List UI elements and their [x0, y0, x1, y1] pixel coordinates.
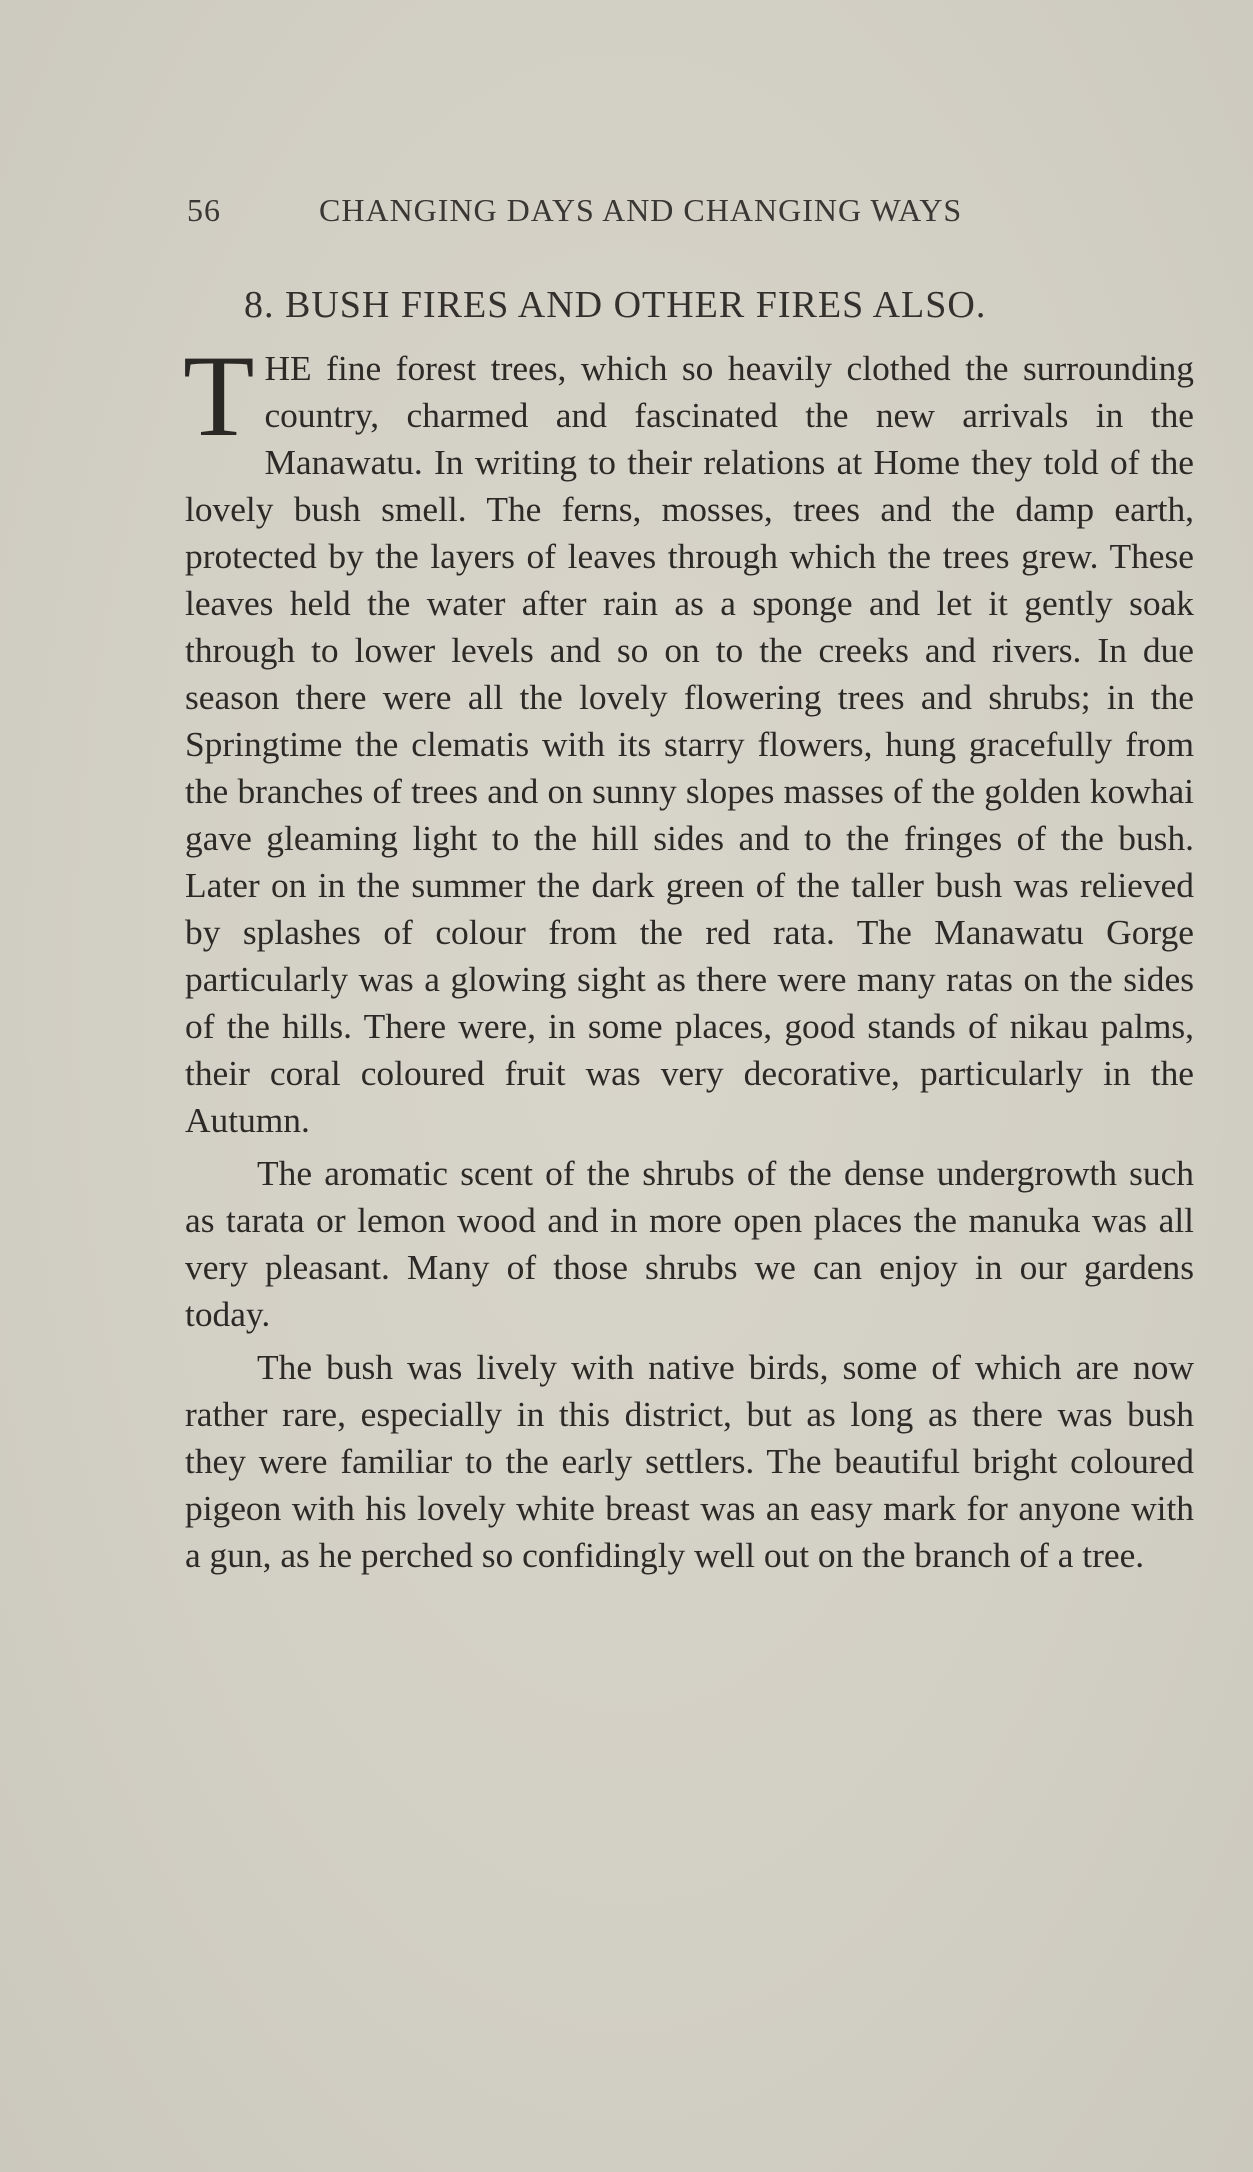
- body-text: [183, 332, 1194, 1579]
- chapter-heading: 8. BUSH FIRES AND OTHER FIRES ALSO.: [244, 284, 987, 326]
- drop-cap: T: [183, 332, 255, 461]
- paragraph-1-text: HE fine forest trees, which so heavily clothed the surrounding country, charmed and fascinated the new arrivals in the Manawatu. In writing to their relations at Home they told of the lovely bush smell. The ferns, mosses, trees and the damp earth, protected by the layers of leaves through which the trees grew. These leaves held the water after rain as a sponge and let it gently soak through to lower levels and so on to the creeks and rivers. In due season there were all the lovely flowering trees and shrubs; in the Springtime the clematis with its starry flowers, hung gracefully from the branches of trees and on sunny slopes masses of the golden kowhai gave gleaming light to the hill sides and to the fringes of the bush. Later on in the summer the dark green of the taller bush was relieved by splashes of colour from the red rata. The Manawatu Gorge particularly was a glowing sight as there were many ratas on the sides of the hills. There were, in some places, good stands of nikau palms, their coral coloured fruit was very decorative, particularly in the Autumn.: [185, 348, 1194, 1140]
- page-number: 56: [187, 192, 221, 228]
- paragraph-3: The bush was lively with native birds, some of which are now rather rare, especially in this district, but as long as there was bush they were familiar to the early settlers. The beautiful bright coloured pigeon with his lovely white breast was an easy mark for anyone with a gun, as he perched so confidingly well out on the branch of a tree.: [185, 1347, 1194, 1575]
- paragraph-2: The aromatic scent of the shrubs of the dense undergrowth such as tarata or lemon wood and in more open places the manuka was all very pleasant. Many of those shrubs we can enjoy in our gardens today.: [185, 1153, 1194, 1334]
- paragraph-1: [183, 332, 1194, 1144]
- running-title: CHANGING DAYS AND CHANGING WAYS: [319, 192, 963, 228]
